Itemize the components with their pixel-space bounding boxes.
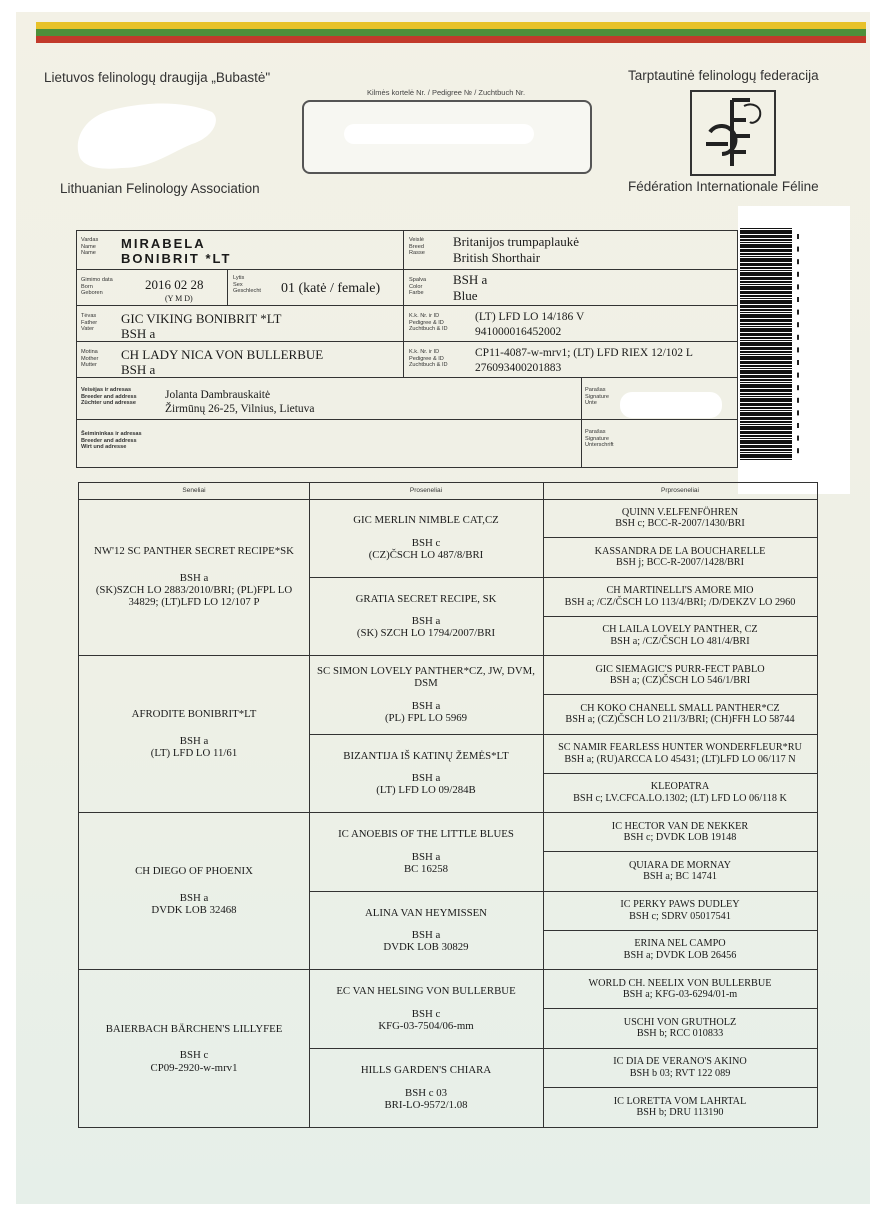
breed-en: British Shorthair xyxy=(453,250,541,265)
barcode-bar xyxy=(740,272,792,276)
flag-stripe-green xyxy=(36,29,866,36)
breeder-address: Žirmūnų 26-25, Vilnius, Lietuva xyxy=(165,403,315,415)
father-id: 941000016452002 xyxy=(475,326,562,338)
ancestor-name: ERINA NEL CAMPO xyxy=(634,938,726,950)
barcode-side-tick xyxy=(797,410,799,415)
divider xyxy=(581,377,582,467)
flag-stripe-red xyxy=(36,36,866,43)
barcode-bar xyxy=(740,396,792,397)
ancestor-registration: (LT) LFD LO 11/61 xyxy=(150,747,238,760)
ancestor-info: BSH c; LV.CFCA.LO.1302; (LT) LFD LO 06/118 K xyxy=(573,792,787,804)
ancestor-name: BIZANTIJA IŠ KATINŲ ŽEMĖS*LT xyxy=(343,749,509,762)
barcode-bar xyxy=(740,239,792,241)
cat-name-line1: MIRABELA xyxy=(121,236,206,251)
barcode-bar xyxy=(740,286,792,290)
ancestor-info: BSH a; /CZ/ČSCH LO 113/4/BRI; /D/DEKZV LO 2960 xyxy=(564,596,796,608)
ancestor-color-code: BSH a xyxy=(179,571,209,584)
ancestor-color-code: BSH c 03 xyxy=(405,1086,447,1099)
breeder-label: Veisėjas ir adresas Breeder and address Züchter und adresse xyxy=(81,387,137,407)
ancestor-name: KLEOPATRA xyxy=(650,781,710,793)
barcode-bar xyxy=(740,244,792,248)
barcode-bar xyxy=(740,337,792,339)
barcode-bar xyxy=(740,295,792,297)
pedigree-cell-great xyxy=(543,617,817,656)
pedigree-cell-great xyxy=(543,892,817,931)
barcode-bar xyxy=(740,347,792,350)
ancestor-registration: CP09-2920-w-mrv1 xyxy=(150,1061,238,1074)
breed-label: Veislė Breed Rasse xyxy=(409,237,425,257)
barcode-side-tick xyxy=(797,272,799,277)
ancestor-name: GIC SIEMAGIC'S PURR-FECT PABLO xyxy=(595,663,765,675)
ancestor-name: GRATIA SECRET RECIPE, SK xyxy=(355,592,497,605)
barcode-bar xyxy=(740,291,792,294)
color-value: Blue xyxy=(453,288,478,303)
pedigree-number-caption: Kilmės kortelė Nr. / Pedigree № / Zuchtbuch Nr. xyxy=(366,88,526,97)
ancestor-name: NW'12 SC PANTHER SECRET RECIPE*SK xyxy=(94,545,294,558)
barcode-side-tick xyxy=(797,436,799,441)
col-header-great-great-grandparents: Prproseneliai xyxy=(543,483,817,500)
barcode-bar xyxy=(740,263,792,266)
ancestor-info: BSH a; (CZ)ČSCH LO 546/1/BRI xyxy=(609,675,751,687)
barcode-bar xyxy=(740,403,792,406)
barcode-bar xyxy=(740,319,792,322)
barcode-bar xyxy=(740,445,792,448)
pedigree-cell-great xyxy=(543,852,817,891)
barcode-bar xyxy=(740,379,792,381)
name-label: Vardas Name Name xyxy=(81,237,99,257)
barcode-bar xyxy=(740,459,792,460)
ancestor-info: BSH c; BCC-R-2007/1430/BRI xyxy=(615,518,745,530)
association-name-en: Lithuanian Felinology Association xyxy=(60,181,260,196)
color-label: Spalva Color Farbe xyxy=(409,277,427,297)
ancestor-name: USCHI VON GRUTHOLZ xyxy=(623,1016,737,1028)
cat-info-table xyxy=(76,230,738,468)
ancestor-registration: (LT) LFD LO 09/284B xyxy=(376,784,476,797)
barcode-bar xyxy=(740,421,792,423)
ancestor-name: IC PERKY PAWS DUDLEY xyxy=(620,899,740,911)
ancestor-name: SC NAMIR FEARLESS HUNTER WONDERFLEUR*RU xyxy=(558,742,802,754)
barcode-side-tick xyxy=(797,284,799,289)
redaction-blot xyxy=(344,124,534,144)
barcode-bar xyxy=(740,389,792,392)
fife-logo-icon xyxy=(692,92,774,174)
ancestor-color-code: BSH c xyxy=(411,1007,441,1020)
pedigree-cell-great xyxy=(543,578,817,617)
ancestor-registration: DVDK LOB 30829 xyxy=(383,941,469,954)
ancestor-name: HILLS GARDEN'S CHIARA xyxy=(360,1064,492,1077)
father-label: Tėvas Father Vater xyxy=(81,313,98,333)
barcode-side-tick xyxy=(797,234,799,239)
pedigree-cell-parents xyxy=(79,813,309,970)
pedigree-cell-great xyxy=(543,1049,817,1088)
barcode-side-tick xyxy=(797,373,799,378)
barcode-bar xyxy=(740,382,792,383)
pedigree-cell-great xyxy=(543,735,817,774)
father-code: BSH a xyxy=(121,326,156,341)
barcode-bar xyxy=(740,370,792,374)
barcode-bar xyxy=(740,452,792,453)
barcode-bar xyxy=(740,365,792,367)
breeder-signature-label: Parašas Signature Unte xyxy=(585,387,609,407)
ancestor-info: BSH a; /CZ/ČSCH LO 481/4/BRI xyxy=(610,635,750,647)
color-code: BSH a xyxy=(453,272,488,287)
ancestor-name: SC SIMON LOVELY PANTHER*CZ, JW, DVM, DSM xyxy=(317,664,535,690)
barcode-bar xyxy=(740,256,792,257)
born-label: Gimimo data Born Geboren xyxy=(81,277,113,297)
ancestor-registration: (SK)SZCH LO 2883/2010/BRI; (PL)FPL LO 34829; (LT)LFD LO 12/107 P xyxy=(95,584,293,609)
barcode-bar xyxy=(740,300,792,304)
barcode-bar xyxy=(740,281,792,283)
barcode-bar xyxy=(740,328,792,332)
ancestor-name: CH MARTINELLI'S AMORE MIO xyxy=(606,585,754,597)
barcode-bar xyxy=(740,284,792,285)
barcode-bar xyxy=(740,312,792,313)
ancestor-registration: (SK) SZCH LO 1794/2007/BRI xyxy=(356,627,496,640)
ancestor-name: IC DIA DE VERANO'S AKINO xyxy=(613,1056,747,1068)
barcode-side-tick xyxy=(797,360,799,365)
divider xyxy=(227,269,228,305)
barcode-bar xyxy=(740,354,792,355)
federation-name-lt: Tarptautinė felinologų federacija xyxy=(628,68,819,83)
barcode-side-tick xyxy=(797,347,799,352)
barcode-bar xyxy=(740,384,792,388)
barcode-side-tick xyxy=(797,448,799,453)
barcode-bar xyxy=(740,412,792,416)
barcode-bar xyxy=(740,277,792,280)
ancestor-registration: BRI-LO-9572/1.08 xyxy=(384,1098,468,1111)
barcode-bar xyxy=(740,228,792,229)
pedigree-tree xyxy=(78,482,818,1128)
ancestor-name: IC LORETTA VOM LAHRTAL xyxy=(613,1095,747,1107)
ancestor-name: EC VAN HELSING VON BULLERBUE xyxy=(336,985,516,998)
barcode-bar xyxy=(740,323,792,325)
pedigree-cell-grand xyxy=(309,578,543,657)
ancestor-name: CH DIEGO OF PHOENIX xyxy=(135,865,253,878)
redacted-signature xyxy=(620,392,722,418)
ancestor-color-code: BSH a xyxy=(411,929,441,942)
barcode-bar xyxy=(740,314,792,318)
father-name: GIC VIKING BONIBRIT *LT xyxy=(121,311,282,326)
ancestor-info: BSH b 03; RVT 122 089 xyxy=(629,1067,731,1079)
pedigree-cell-grand xyxy=(309,735,543,814)
barcode-side-tick xyxy=(797,322,799,327)
col-header-great-grandparents: Proseneliai xyxy=(309,483,543,500)
ancestor-info: BSH j; BCC-R-2007/1428/BRI xyxy=(616,557,744,569)
ancestor-name: WORLD CH. NEELIX VON BULLERBUE xyxy=(588,977,772,989)
barcode-image xyxy=(740,228,792,460)
barcode-side-tick xyxy=(797,423,799,428)
barcode-bar xyxy=(740,431,792,434)
barcode-bar xyxy=(740,356,792,360)
pedigree-cell-great xyxy=(543,970,817,1009)
barcode-bar xyxy=(740,298,792,299)
barcode-bar xyxy=(740,393,792,395)
barcode-bar xyxy=(740,340,792,341)
ancestor-color-code: BSH a xyxy=(411,699,441,712)
barcode-side-tick xyxy=(797,310,799,315)
redacted-logo-mark xyxy=(72,98,222,170)
owner-label: Šeimininkas ir adresas Breeder and address Wirt und adresse xyxy=(81,431,142,451)
sex-value: 01 (katė / female) xyxy=(281,281,381,296)
father-pedigree: (LT) LFD LO 14/186 V xyxy=(475,311,585,323)
pedigree-cell-grand xyxy=(309,656,543,735)
barcode-bar xyxy=(740,326,792,327)
barcode-bar xyxy=(740,440,792,444)
barcode-side-tick xyxy=(797,297,799,302)
barcode-bar xyxy=(740,309,792,311)
ancestor-color-code: BSH a xyxy=(411,615,441,628)
pedigree-cell-grand xyxy=(309,892,543,971)
ancestor-name: QUIARA DE MORNAY xyxy=(628,859,732,871)
ancestor-registration: DVDK LOB 32468 xyxy=(151,904,237,917)
ancestor-registration: (CZ)ČSCH LO 487/8/BRI xyxy=(368,548,484,561)
barcode-side-tick xyxy=(797,259,799,264)
barcode-side-tick xyxy=(797,398,799,403)
ancestor-name: KASSANDRA DE LA BOUCHARELLE xyxy=(594,545,766,557)
pedigree-cell-grand xyxy=(309,1049,543,1128)
pedigree-cell-grand xyxy=(309,970,543,1049)
breeder-name: Jolanta Dambrauskaitė xyxy=(165,389,271,401)
ancestor-info: BSH c; DVDK LOB 19148 xyxy=(623,832,737,844)
ancestor-color-code: BSH c xyxy=(411,536,441,549)
ancestor-name: AFRODITE BONIBRIT*LT xyxy=(131,708,257,721)
barcode-bar xyxy=(740,417,792,420)
ancestor-name: BAIERBACH BÄRCHEN'S LILLYFEE xyxy=(105,1022,283,1035)
barcode-bar xyxy=(740,449,792,451)
barcode-bar xyxy=(740,342,792,346)
col-header-grandparents: Seneliai xyxy=(79,483,309,500)
pedigree-cell-great xyxy=(543,656,817,695)
mother-code: BSH a xyxy=(121,362,156,377)
pedigree-cell-great xyxy=(543,538,817,577)
association-name-lt: Lietuvos felinologų draugija „Bubastė" xyxy=(44,70,271,85)
ancestor-info: BSH a; (RU)ARCCA LO 45431; (LT)LFD LO 06/117 N xyxy=(564,753,796,765)
barcode-bar xyxy=(740,258,792,262)
pedigree-cell-great xyxy=(543,774,817,813)
mother-id: 276093400201883 xyxy=(475,362,562,374)
barcode-bar xyxy=(740,305,792,308)
fife-logo xyxy=(690,90,776,176)
mother-label: Motina Mother Mutter xyxy=(81,349,99,369)
ancestor-info: BSH a; (CZ)ČSCH LO 211/3/BRI; (CH)FFH LO 58744 xyxy=(565,714,795,726)
ancestor-info: BSH a; DVDK LOB 26456 xyxy=(623,949,737,961)
ancestor-name: GIC MERLIN NIMBLE CAT,CZ xyxy=(353,514,499,527)
barcode-bar xyxy=(740,333,792,336)
cat-name-line2: BONIBRIT *LT xyxy=(121,251,232,266)
pedigree-cell-great xyxy=(543,1009,817,1048)
ancestor-color-code: BSH a xyxy=(411,850,441,863)
divider xyxy=(403,231,404,377)
pedigree-cell-great xyxy=(543,813,817,852)
ancestor-registration: BC 16258 xyxy=(403,862,449,875)
barcode-bar xyxy=(740,424,792,425)
born-date: 2016 02 28 xyxy=(145,277,204,292)
barcode-bar xyxy=(740,426,792,430)
barcode-bar xyxy=(740,435,792,437)
ancestor-name: ALINA VAN HEYMISSEN xyxy=(365,906,487,919)
ancestor-info: BSH c; SDRV 05017541 xyxy=(629,910,731,922)
barcode-bar xyxy=(740,351,792,353)
pedigree-cell-parents xyxy=(79,499,309,656)
barcode-bar xyxy=(740,454,792,458)
barcode-bar xyxy=(740,398,792,402)
ancestor-name: QUINN V.ELFENFÖHREN xyxy=(621,506,739,518)
born-format: (Y M D) xyxy=(165,294,193,303)
barcode-bar xyxy=(740,235,792,238)
ancestor-color-code: BSH c xyxy=(179,1049,209,1062)
ancestor-registration: KFG-03-7504/06-mm xyxy=(378,1019,474,1032)
ancestor-color-code: BSH a xyxy=(179,891,209,904)
pedigree-cell-grand xyxy=(309,499,543,578)
ancestor-info: BSH b; DRU 113190 xyxy=(636,1107,724,1119)
barcode-side-tick xyxy=(797,385,799,390)
barcode-bar xyxy=(740,249,792,252)
ancestor-name: CH LAILA LOVELY PANTHER, CZ xyxy=(602,624,758,636)
ancestor-color-code: BSH a xyxy=(179,734,209,747)
pedigree-cell-great xyxy=(543,931,817,970)
barcode-bar xyxy=(740,410,792,411)
barcode-side-tick xyxy=(797,335,799,340)
federation-name-fr: Fédération Internationale Féline xyxy=(628,179,819,194)
barcode-bar xyxy=(740,368,792,369)
barcode-bar xyxy=(740,407,792,409)
pedigree-cell-parents xyxy=(79,970,309,1127)
barcode-bar xyxy=(740,253,792,255)
ancestor-name: IC ANOEBIS OF THE LITTLE BLUES xyxy=(338,828,514,841)
mother-name: CH LADY NICA VON BULLERBUE xyxy=(121,347,324,362)
barcode-side-tick xyxy=(797,247,799,252)
pedigree-cell-grand xyxy=(309,813,543,892)
barcode-bar xyxy=(740,242,792,243)
ancestor-color-code: BSH a xyxy=(411,772,441,785)
barcode-bar xyxy=(740,267,792,269)
pedigree-cell-great xyxy=(543,499,817,538)
pedigree-cell-great xyxy=(543,1088,817,1127)
sex-label: Lytis Sex Geschlecht xyxy=(233,275,261,295)
mother-pedigree: CP11-4087-w-mrv1; (LT) LFD RIEX 12/102 L xyxy=(475,347,693,359)
ancestor-info: BSH a; BC 14741 xyxy=(643,871,717,883)
flag-stripe-yellow xyxy=(36,22,866,29)
ancestor-name: CH KOKO CHANELL SMALL PANTHER*CZ xyxy=(580,702,780,714)
barcode-bar xyxy=(740,230,792,234)
barcode-bar xyxy=(740,375,792,378)
pedigree-cell-great xyxy=(543,695,817,734)
ancestor-info: BSH a; KFG-03-6294/01-m xyxy=(622,989,738,1001)
pedigree-number-box xyxy=(302,100,592,174)
ancestor-info: BSH b; RCC 010833 xyxy=(636,1028,724,1040)
breed-lt: Britanijos trumpaplaukė xyxy=(453,234,580,249)
father-id-label: K.k. Nr. ir ID Pedigree & ID Zuchtbuch & ID xyxy=(409,313,448,333)
barcode-bar xyxy=(740,270,792,271)
pedigree-cell-parents xyxy=(79,656,309,813)
owner-signature-label: Parašas Signature Unterschrift xyxy=(585,429,614,449)
ancestor-registration: (PL) FPL LO 5969 xyxy=(384,712,468,725)
mother-id-label: K.k. Nr. ir ID Pedigree & ID Zuchtbuch & ID xyxy=(409,349,448,369)
barcode-bar xyxy=(740,438,792,439)
barcode-side-marks xyxy=(793,228,809,460)
ancestor-name: IC HECTOR VAN DE NEKKER xyxy=(611,820,749,832)
barcode-bar xyxy=(740,361,792,364)
